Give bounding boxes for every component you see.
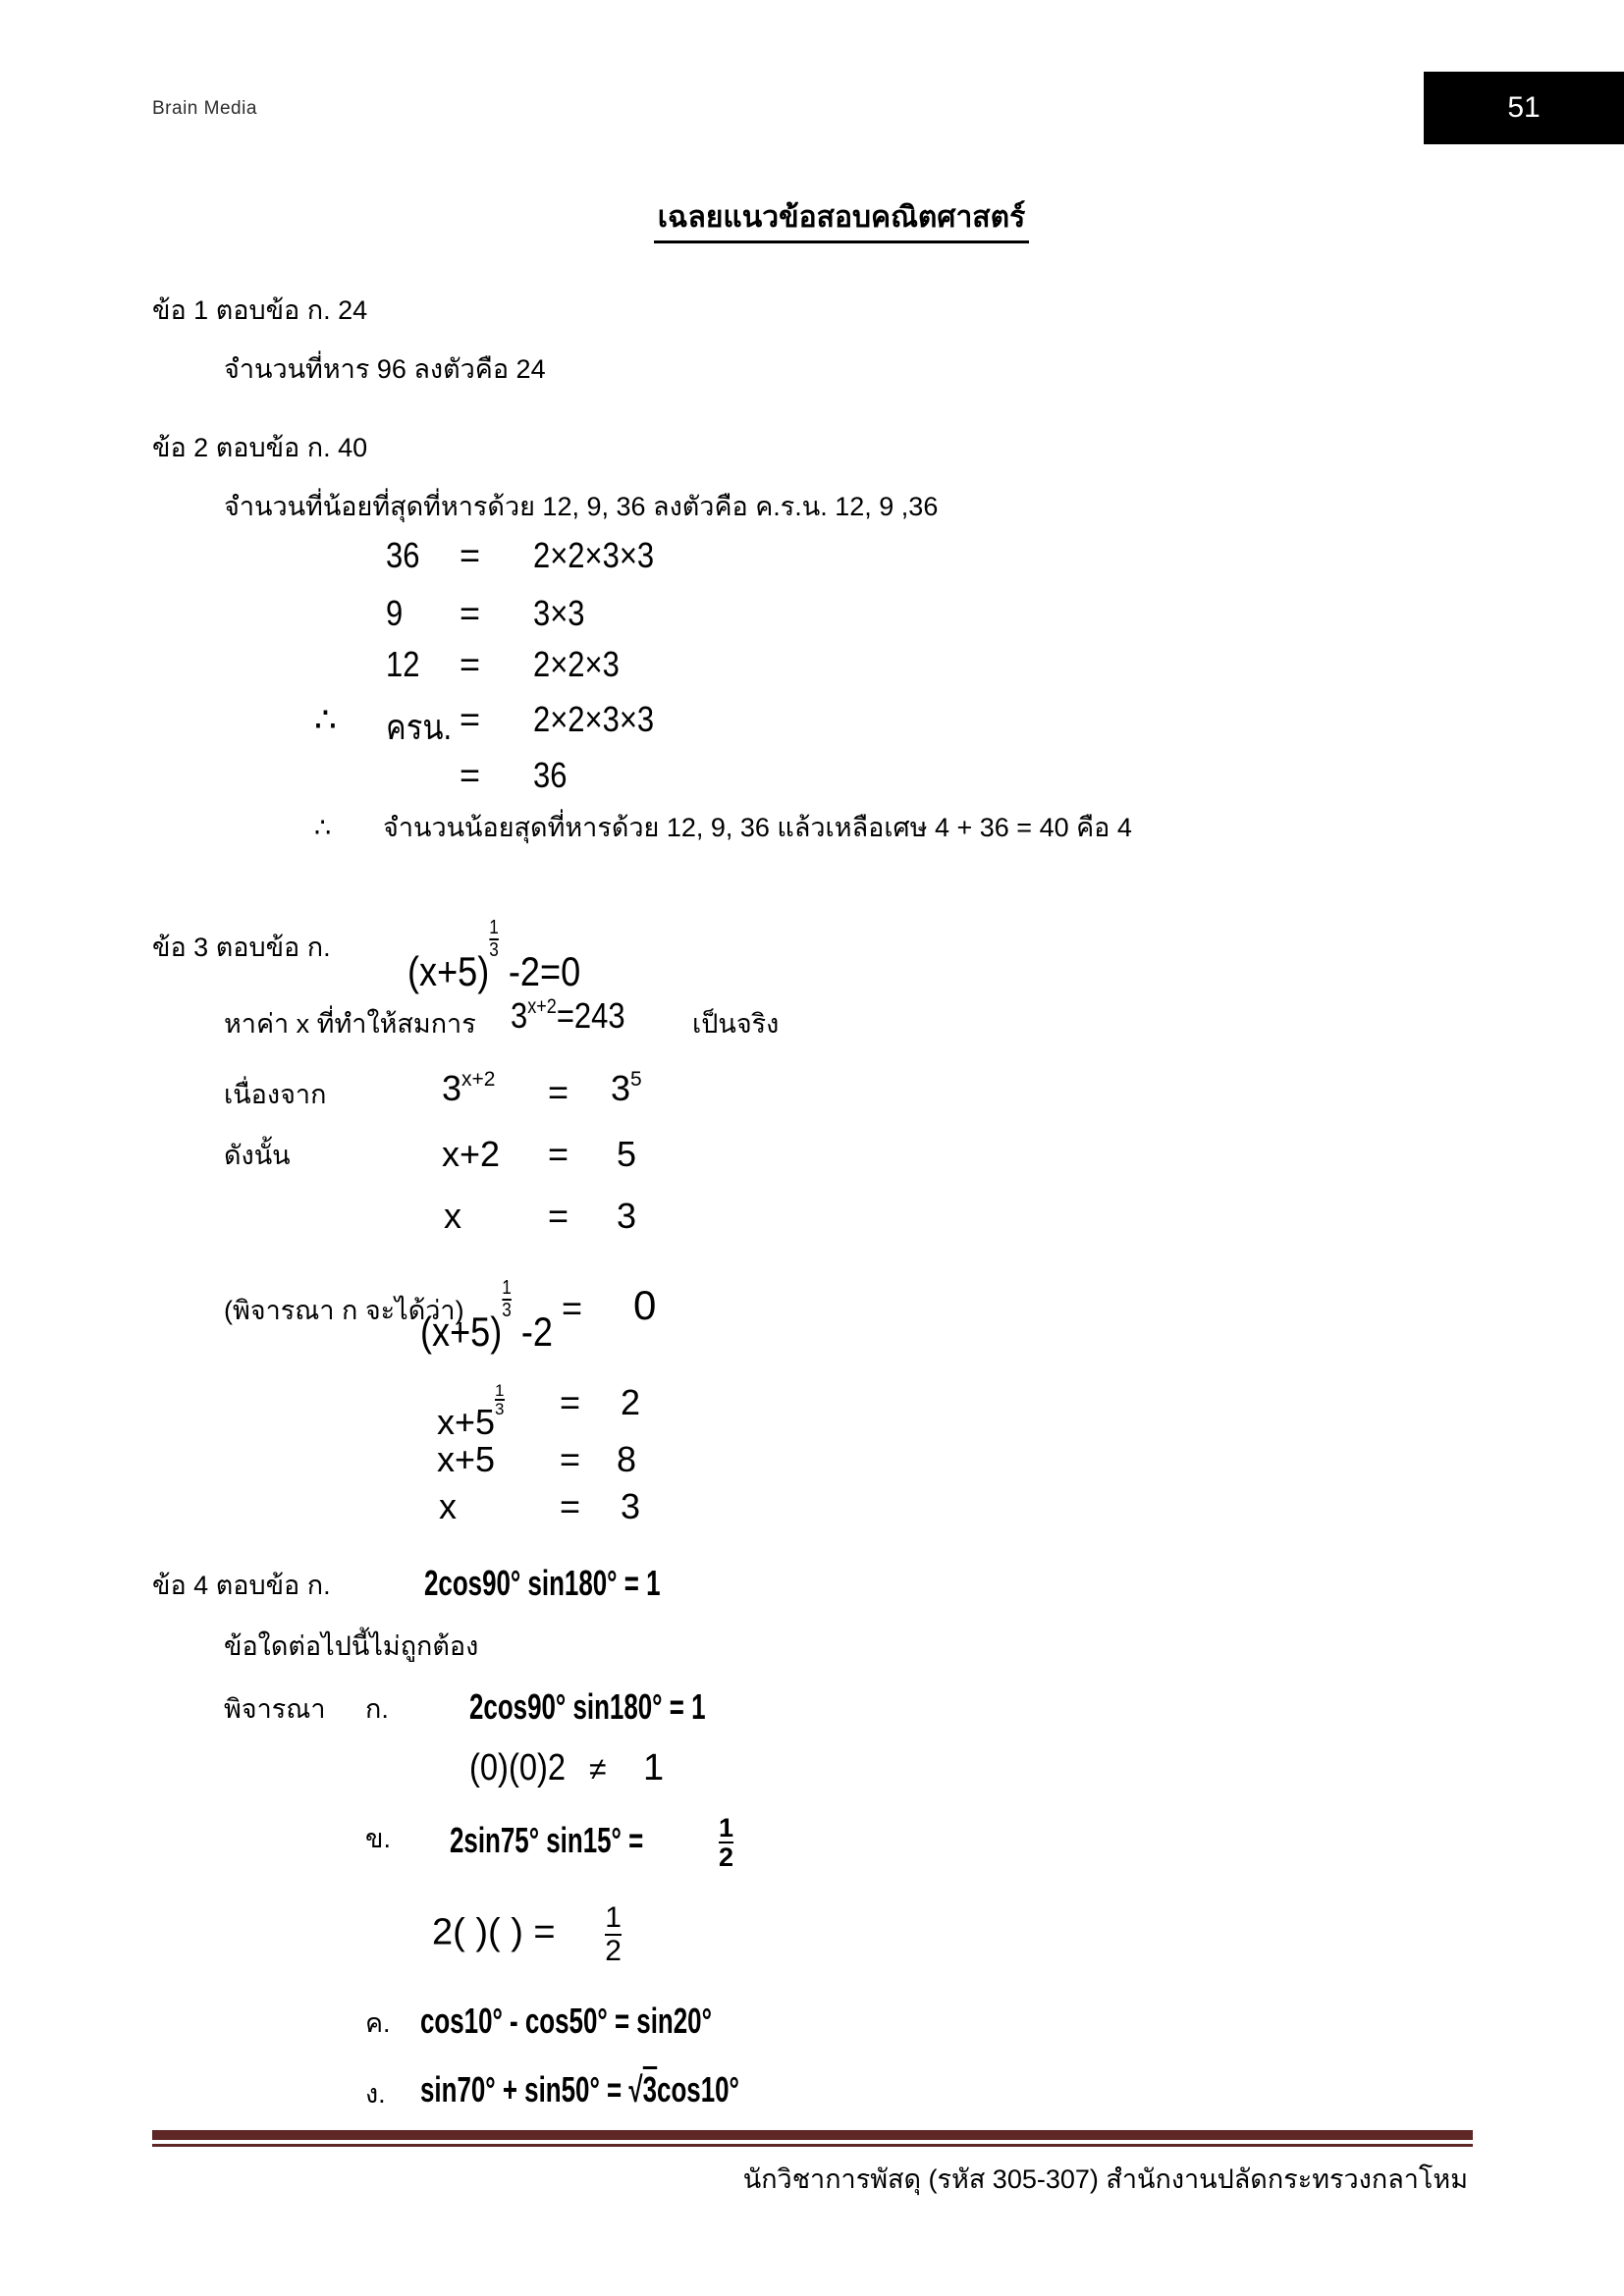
- q3-heading-equation: [407, 918, 609, 995]
- q3-consider-equation: [420, 1278, 574, 1356]
- page-number-box: [1424, 72, 1624, 144]
- q2-row3-lhs: [386, 644, 425, 685]
- q4-consider-label: พิจารณา: [224, 1694, 326, 1724]
- q3-step1-exp-den: 3: [495, 1400, 505, 1418]
- q2-heading: ข้อ 2 ตอบข้อ ก. 40: [152, 433, 368, 462]
- q1-heading: ข้อ 1 ตอบข้อ ก. 24: [152, 295, 368, 325]
- q4-heading-equation: [424, 1563, 752, 1604]
- q3-thus-rhs: 5: [617, 1134, 637, 1174]
- q4-choice-b-eval-frac-den: 2: [605, 1934, 622, 1967]
- q4-choice-b-label: ข.: [365, 1824, 391, 1853]
- q4-choice-d-equation: [420, 2069, 863, 2110]
- q3-step3-rhs: 3: [621, 1486, 641, 1526]
- q4-choice-b-eq-prefix: 2sin75° sin15° =: [450, 1819, 644, 1860]
- q4-choice-a-label: ก.: [365, 1694, 389, 1724]
- q3-thus-label: ดังนั้น: [224, 1141, 291, 1170]
- q4-choice-b-eval-prefix: 2( )( ) =: [432, 1911, 556, 1953]
- q3-x-lhs: x: [444, 1196, 461, 1236]
- q3-find-equation: [511, 995, 644, 1037]
- q4-choice-c-label: ค.: [365, 2008, 391, 2038]
- q3-thus-eq: =: [548, 1134, 569, 1174]
- q4-choice-c-equation: [420, 2001, 825, 2042]
- q3-because-rhs-sup: 5: [630, 1068, 642, 1091]
- q2-row1-lhs: [386, 535, 425, 576]
- q3-heading-eq-exp-den: 3: [489, 939, 499, 961]
- q2-explain: จำนวนที่น้อยที่สุดที่หารด้วย 12, 9, 36 ลงตัวคือ ค.ร.น. 12, 9 ,36: [224, 492, 939, 521]
- q3-step1-exp-num: 1: [495, 1381, 505, 1400]
- q4-choice-b-frac-num: 1: [718, 1813, 733, 1842]
- q4-explain: ข้อใดต่อไปนี้ไม่ถูกต้อง: [224, 1631, 479, 1661]
- q3-consider-eq-exponent-fraction: [502, 1278, 512, 1321]
- q4-choice-d-eq-inner: [420, 2069, 739, 2110]
- q3-consider-eq-inner: [420, 1278, 553, 1356]
- q2-row2-rhs-text: 3×3: [533, 593, 585, 633]
- q3-step2-eq: =: [560, 1439, 581, 1479]
- q4-heading-eq-text: 2cos90° sin180° = 1: [424, 1563, 661, 1603]
- q3-x-rhs: 3: [617, 1196, 637, 1236]
- title-wrap: [59, 194, 1624, 240]
- q2-conclusion-symbol: ∴: [314, 813, 332, 842]
- q4-choice-a-equation: [469, 1686, 797, 1728]
- q2-row3-rhs-text: 2×2×3: [533, 644, 620, 684]
- q3-consider-label: (พิจารณา ก จะได้ว่า): [224, 1296, 464, 1325]
- q3-consider-eq-exp-num: 1: [502, 1277, 512, 1299]
- q3-because-rhs-base: 3: [611, 1068, 631, 1108]
- q3-step1-lhs: [437, 1382, 505, 1443]
- q4-choice-d-eq-tail: cos10°: [657, 2069, 739, 2109]
- q4-choice-b-eval: [432, 1902, 622, 1966]
- q2-row1-lhs-text: 36: [386, 535, 420, 575]
- q2-row4-rhs-text: 2×2×3×3: [533, 699, 655, 739]
- q3-step2-lhs: x+5: [437, 1439, 496, 1479]
- q2-row2-eq: =: [460, 593, 481, 633]
- q3-find-eq-base: 3: [511, 995, 528, 1036]
- q2-therefore-symbol: ∴: [314, 699, 337, 739]
- q3-x-eq: =: [548, 1196, 569, 1236]
- q1-explain: จำนวนที่หาร 96 ลงตัวคือ 24: [224, 354, 546, 384]
- q4-choice-d-label: ง.: [365, 2079, 386, 2109]
- q2-row5-rhs: [533, 755, 572, 796]
- q2-row5-eq: =: [460, 755, 481, 795]
- q2-row2-rhs: [533, 593, 593, 634]
- q2-row1-rhs-text: 2×2×3×3: [533, 535, 655, 575]
- q3-thus-lhs: x+2: [442, 1134, 501, 1174]
- q4-choice-d-sqrt-symbol: √: [628, 2069, 643, 2109]
- footer-rule-thick: [152, 2130, 1473, 2140]
- q3-find-suffix: เป็นจริง: [692, 1009, 780, 1039]
- q4-choice-a-one: 1: [643, 1747, 665, 1789]
- q4-choice-d-eq-prefix: sin70° + sin50° =: [420, 2069, 623, 2109]
- q2-row5-rhs-text: 36: [533, 755, 568, 795]
- q3-step2-rhs: 8: [617, 1439, 637, 1479]
- q3-because-rhs: [611, 1068, 642, 1109]
- q2-row4-eq: =: [460, 699, 481, 739]
- q4-choice-b-eval-frac-num: 1: [605, 1901, 622, 1934]
- q2-row3-lhs-text: 12: [386, 644, 420, 684]
- q4-choice-a-eval-text: (0)(0)2: [469, 1747, 567, 1789]
- q4-heading: ข้อ 4 ตอบข้อ ก.: [152, 1571, 331, 1600]
- q3-heading-eq-tail: -2=0: [508, 948, 581, 994]
- q3-find-eq-sup: x+2: [527, 995, 557, 1018]
- q2-row1-eq: =: [460, 535, 481, 575]
- q3-find-eq-inner: [511, 995, 625, 1037]
- q3-step1-eq: =: [560, 1382, 581, 1422]
- q4-choice-c-eq-text: cos10° - cos50° = sin20°: [420, 2001, 712, 2041]
- q3-step1-rhs: 2: [621, 1382, 641, 1422]
- q2-row2-lhs: [386, 593, 406, 634]
- q4-choice-b-eval-fraction: [605, 1902, 622, 1966]
- q3-heading-eq-exp-num: 1: [489, 917, 499, 938]
- footer-text: นักวิชาการพัสดุ (รหัส 305-307) สำนักงานปลัดกระทรวงกลาโหม: [742, 2164, 1468, 2194]
- q3-because-eq: =: [548, 1072, 569, 1112]
- q3-heading-eq-base: (x+5): [407, 948, 490, 994]
- header-brand: Brain Media: [152, 98, 257, 119]
- q3-consider-eq-sign: =: [562, 1288, 583, 1328]
- q2-row2-lhs-text: 9: [386, 593, 404, 633]
- q3-step1-lhs-text: x+5: [437, 1402, 496, 1442]
- page-number: 51: [1507, 91, 1541, 124]
- q2-conclusion: จำนวนน้อยสุดที่หารด้วย 12, 9, 36 แล้วเหลือเศษ 4 + 36 = 40 คือ 4: [383, 813, 1132, 842]
- q4-choice-b-frac-den: 2: [718, 1842, 733, 1873]
- q3-heading-eq-inner: [407, 918, 580, 995]
- q4-choice-a-neq: ≠: [589, 1751, 607, 1787]
- q2-row1-rhs: [533, 535, 674, 576]
- q2-row4-lhs-text: ครน.: [386, 707, 453, 747]
- q3-because-lhs-base: 3: [442, 1068, 462, 1108]
- q3-step3-lhs: x: [439, 1486, 457, 1526]
- q4-choice-a-eq-text: 2cos90° sin180° = 1: [469, 1686, 706, 1727]
- q3-because-label: เนื่องจาก: [224, 1080, 327, 1109]
- q3-step1-exponent-fraction: [495, 1382, 504, 1417]
- q2-row3-rhs: [533, 644, 633, 685]
- q4-choice-b-equation: [450, 1814, 733, 1872]
- q2-row4-lhs: [386, 699, 462, 755]
- q3-consider-eq-exp-den: 3: [502, 1300, 512, 1321]
- q3-step3-eq: =: [560, 1486, 581, 1526]
- q3-because-lhs-sup: x+2: [461, 1068, 496, 1091]
- q2-row3-eq: =: [460, 644, 481, 684]
- q3-consider-eq-rhs: 0: [633, 1282, 657, 1328]
- q4-choice-b-fraction: [719, 1814, 733, 1872]
- q4-choice-d-radicand: 3: [643, 2066, 657, 2109]
- q3-find-prefix: หาค่า x ที่ทำให้สมการ: [224, 1009, 476, 1039]
- q3-consider-eq-base: (x+5): [420, 1308, 503, 1355]
- footer-rule: [152, 2130, 1473, 2147]
- page-title: เฉลยแนวข้อสอบคณิตศาสตร์: [654, 201, 1029, 243]
- q3-consider-eq-tail: -2: [520, 1308, 554, 1355]
- q4-choice-a-eval: [469, 1747, 581, 1789]
- footer-rule-thin: [152, 2144, 1473, 2147]
- q3-because-lhs: [442, 1068, 495, 1109]
- q3-find-eq-rhs: =243: [556, 995, 625, 1036]
- q3-heading: ข้อ 3 ตอบข้อ ก.: [152, 933, 331, 962]
- q2-row4-rhs: [533, 699, 674, 740]
- q3-heading-eq-exponent-fraction: [489, 918, 499, 961]
